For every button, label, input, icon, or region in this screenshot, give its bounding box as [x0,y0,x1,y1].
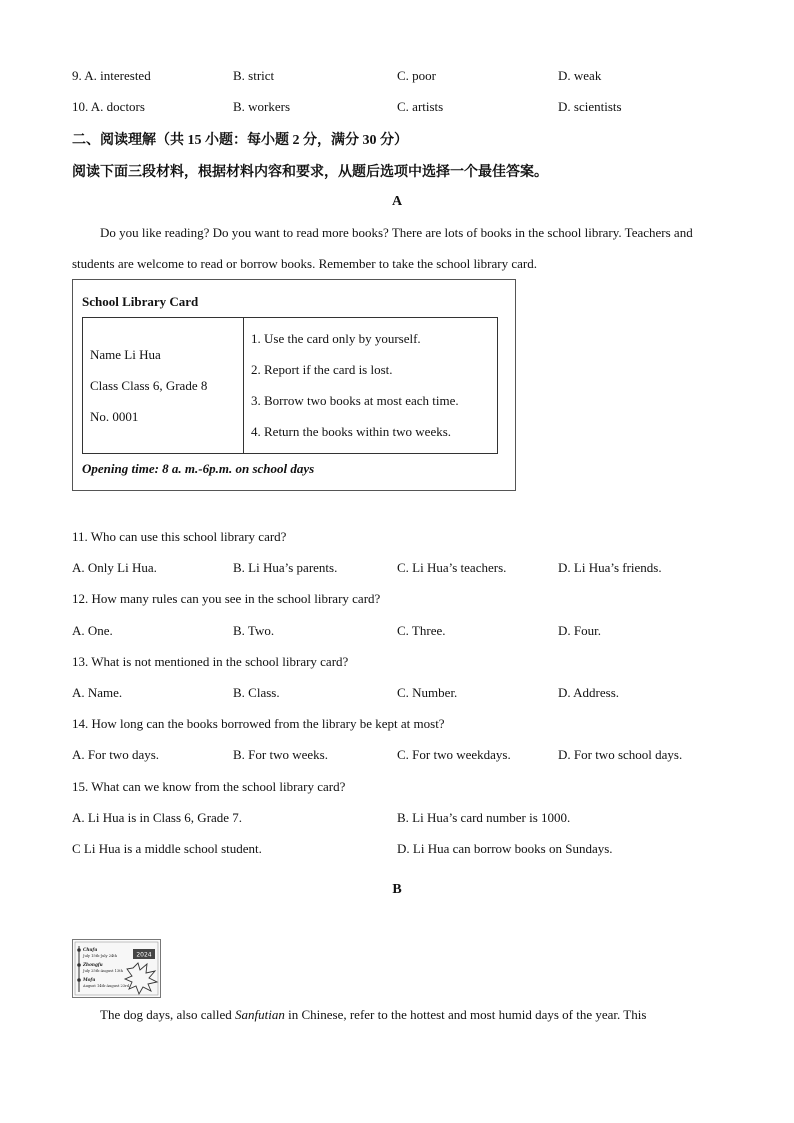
question-14-stem: 14. How long can the books borrowed from the library be kept at most? [72,716,445,731]
option-c[interactable]: C Li Hua is a middle school student. [72,841,262,856]
passage-b-text-prefix: The dog days, also called [100,1007,236,1022]
card-rule: 2. Report if the card is lost. [251,362,393,377]
card-rule: 3. Borrow two books at most each time. [251,393,459,408]
option-b[interactable]: B. Class. [233,685,280,700]
card-table [82,317,498,454]
thumbnail-line: August 14th-August 23rd [83,984,130,988]
question-15-options-ab [72,810,752,828]
card-rule: 1. Use the card only by yourself. [251,331,421,346]
thumbnail-line: July 25th-August 13th [83,969,123,973]
thumbnail-year: 2024 [136,951,152,959]
dog-days-thumbnail [72,939,161,998]
card-opening-time: Opening time: 8 a. m.-6p.m. on school days [82,461,315,476]
option-a[interactable]: A. Only Li Hua. [72,560,157,575]
passage-b-letter: B [392,882,402,897]
thumbnail-line: July 15th-July 24th [83,954,118,958]
card-number: No. 0001 [90,409,139,424]
question-15-options-cd [72,841,752,859]
option-c[interactable]: C. Number. [397,685,458,700]
question-11-options [72,560,752,578]
option-d[interactable]: D. For two school days. [558,747,683,762]
option-c[interactable]: C. poor [397,68,436,83]
question-13-stem: 13. What is not mentioned in the school library card? [72,654,349,669]
option-c[interactable]: C. Li Hua’s teachers. [397,560,507,575]
option-b[interactable]: B. Li Hua’s card number is 1000. [397,810,571,825]
option-a[interactable]: A. For two days. [72,747,160,762]
question-14-options [72,747,752,765]
passage-a-letter: A [391,194,403,209]
option-a[interactable]: 9. A. interested [72,68,151,83]
option-c[interactable]: C. Three. [397,623,446,638]
card-info [83,318,244,453]
option-b[interactable]: B. strict [233,68,275,83]
option-b[interactable]: B. For two weeks. [233,747,328,762]
question-9-options [72,68,752,86]
option-b[interactable]: B. workers [233,99,291,114]
option-d[interactable]: D. scientists [558,99,622,114]
question-15-stem: 15. What can we know from the school library card? [72,779,346,794]
passage-b-text [100,1007,646,1023]
option-d[interactable]: D. Li Hua can borrow books on Sundays. [397,841,613,856]
passage-a-text: Do you like reading? Do you want to read more books? There are lots of books in the school library. Teachers and students are welcome to read or borrow books. Remember to take the school library card. [72,225,693,271]
passage-b-text-italic: Sanfutian [235,1007,285,1022]
option-d[interactable]: D. weak [558,68,602,83]
option-d[interactable]: D. Address. [558,685,620,700]
thumbnail-line: Chufu [83,947,98,952]
option-a[interactable]: A. Li Hua is in Class 6, Grade 7. [72,810,243,825]
option-b[interactable]: B. Li Hua’s parents. [233,560,338,575]
thumbnail-line: Mofu [83,977,96,982]
option-a[interactable]: 10. A. doctors [72,99,145,114]
thumbnail-line: Zhongfu [83,962,103,967]
option-c[interactable]: C. artists [397,99,444,114]
question-13-options [72,685,752,703]
dog-days-illustration [73,940,160,997]
card-rules [244,318,497,453]
library-card [72,279,516,491]
option-a[interactable]: A. One. [72,623,113,638]
question-12-stem: 12. How many rules can you see in the school library card? [72,591,381,606]
question-12-options [72,623,752,641]
card-class: Class Class 6, Grade 8 [90,378,208,393]
option-a[interactable]: A. Name. [72,685,123,700]
card-name: Name Li Hua [90,347,161,362]
option-b[interactable]: B. Two. [233,623,275,638]
section-title: 二、阅读理解（共 15 小题：每小题 2 分，满分 30 分） [72,133,408,148]
option-d[interactable]: D. Li Hua’s friends. [558,560,662,575]
card-title: School Library Card [82,294,199,309]
passage-b-text-suffix: in Chinese, refer to the hottest and most humid days of the year. This [284,1007,647,1022]
option-c[interactable]: C. For two weekdays. [397,747,511,762]
card-rule: 4. Return the books within two weeks. [251,424,452,439]
question-11-stem: 11. Who can use this school library card? [72,529,287,544]
question-10-options [72,99,752,117]
option-d[interactable]: D. Four. [558,623,601,638]
section-instruction: 阅读下面三段材料，根据材料内容和要求，从题后选项中选择一个最佳答案。 [72,165,548,180]
